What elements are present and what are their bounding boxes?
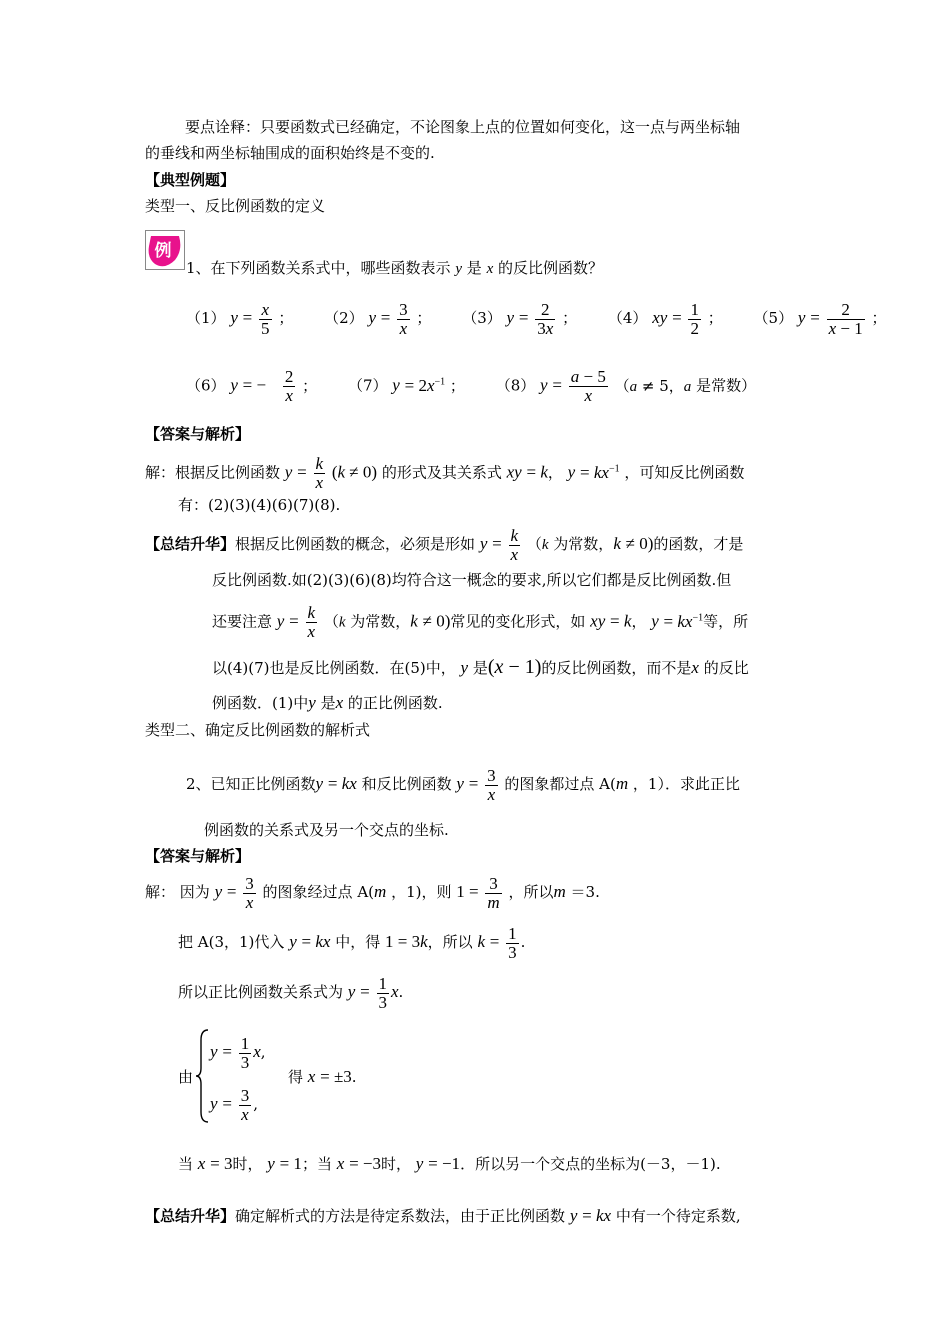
solution-1-line-2: 有：(2)(3)(4)(6)(7)(8). bbox=[178, 496, 341, 514]
system-eq-2: y = $\frac{3}{x}$ , bbox=[210, 1085, 258, 1124]
intro-line-2: 的垂线和两坐标轴围成的面积始终是不变的. bbox=[145, 144, 435, 162]
system-result: 得 x = ±3. bbox=[288, 1067, 357, 1086]
q2-line-1: 2、已知正比例函数y = kx 和反比例函数 y = $\frac{3}{x}$ 的图象都过点 A(m ，1）．求此正比 bbox=[186, 765, 740, 804]
example-badge-icon bbox=[145, 230, 185, 270]
solution-2-line-1: 解： 因为 y = $\frac{3}{x}$ 的图象经过点 A(m ，1)，则 1 = $\frac{3}{m}$ ，所以m ＝3. bbox=[145, 873, 600, 912]
q1-items-row-1: （1） y = $\frac{x}{5}$ ； （2） y = $\frac{3}{x}$ ； （3） y = $\frac{2}{3x}$ ； （4） xy = $\frac{1}{2}$ ； （5） y = $\frac{2}{x - 1}$ ； bbox=[186, 299, 887, 338]
summary-1-line-3: 还要注意 y = $\frac{k}{x}$ （k 为常数，k ≠ 0)常见的变化形式，如 xy = k， $y = kx^{-1}$等，所 bbox=[212, 603, 749, 642]
heading-type-2: 类型二、确定反比例函数的解析式 bbox=[145, 721, 371, 739]
summary-1-line-1: 【总结升华】根据反比例函数的概念，必须是形如 y = $\frac{k}{x}$ （k 为常数，k ≠ 0)的函数，才是 bbox=[145, 525, 744, 564]
intro-line-1: 要点诠释：只要函数式已经确定，不论图象上点的位置如何变化，这一点与两坐标轴 bbox=[185, 118, 741, 136]
heading-type-1: 类型一、反比例函数的定义 bbox=[145, 197, 326, 215]
solution-2-line-2: 把 A(3，1)代入 y = kx 中，得 1 = 3k，所以 k = $\frac{1}{3}$ . bbox=[178, 923, 526, 962]
system-brace-icon bbox=[195, 1028, 209, 1124]
q1-items-row-2: （6） y = − $\frac{2}{x}$ ； （7） $y = 2x^{-1}$ ； （8） y = $\frac{a - 5}{x}$ （a ≠ 5，a 是常数） bbox=[186, 367, 757, 406]
heading-answer-2: 【答案与解析】 bbox=[145, 847, 251, 865]
system-prefix: 由 bbox=[178, 1068, 194, 1086]
solution-2-line-5: 当 x = 3时， y = 1；当 x = −3时， y = −1．所以另一个交点的坐标为(－3，－1). bbox=[178, 1154, 721, 1173]
summary-1-line-2: 反比例函数.如(2)(3)(6)(8)均符合这一概念的要求,所以它们都是反比例函数.但 bbox=[212, 571, 732, 589]
heading-typical-examples: 【典型例题】 bbox=[145, 171, 236, 189]
solution-1-line-1: 解：根据反比例函数 y = $\frac{k}{x}$ (k ≠ 0) 的形式及其关系式 xy = k， $y = kx^{-1}$ ，可知反比例函数 bbox=[145, 454, 745, 493]
heading-answer-1: 【答案与解析】 bbox=[145, 425, 251, 443]
summary-2-line-1: 【总结升华】确定解析式的方法是待定系数法，由于正比例函数 y = kx 中有一个待定系数, bbox=[145, 1206, 741, 1225]
summary-1-line-4: 以(4)(7)也是反比例函数．在(5)中， y 是(x − 1)的反比例函数，而不是x 的反比 bbox=[212, 656, 749, 678]
q1-stem: 1、在下列函数关系式中，哪些函数表示 y 是 x 的反比例函数？ bbox=[186, 259, 604, 277]
q2-line-2: 例函数的关系式及另一个交点的坐标. bbox=[204, 821, 449, 839]
system-eq-1: y = $\frac{1}{3}$ x, bbox=[210, 1033, 266, 1072]
solution-2-line-3: 所以正比例函数关系式为 y = $\frac{1}{3}$ x. bbox=[178, 973, 404, 1012]
example-badge-char: 例 bbox=[154, 241, 172, 261]
summary-1-line-5: 例函数．(1)中y 是x 的正比例函数. bbox=[212, 693, 443, 712]
